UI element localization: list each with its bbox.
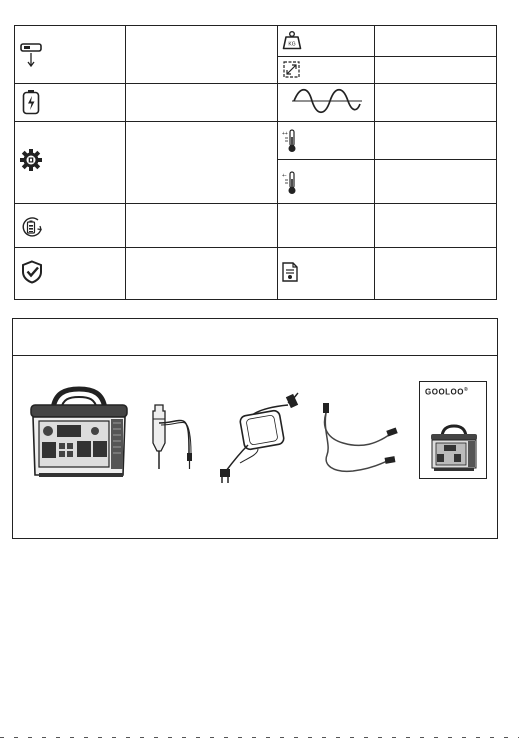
row-divider	[278, 159, 497, 160]
column-divider	[374, 26, 375, 299]
settings-gear-icon	[20, 149, 42, 171]
rated-power-icon	[20, 42, 42, 68]
column-divider	[125, 26, 126, 299]
svg-text:++: ++	[282, 131, 288, 137]
weight-kg-label: KG	[288, 41, 296, 48]
ac-adapter-image	[218, 389, 300, 483]
storage-temperature-icon	[282, 171, 298, 195]
sine-wave-icon	[292, 88, 362, 114]
battery-cycle-icon	[20, 215, 44, 239]
package-header-divider	[13, 355, 497, 356]
manual-brand-text	[425, 387, 468, 397]
manual-brand-name: GOOLOO	[425, 387, 464, 397]
dimensions-icon	[283, 61, 300, 78]
spec-table	[14, 25, 497, 300]
manual-brand-mark: ®	[464, 387, 469, 393]
car-charger-cable-image	[149, 403, 199, 473]
weight-icon	[282, 30, 302, 50]
table-border-right	[496, 26, 497, 299]
manual-cover-product-image	[428, 424, 480, 472]
svg-text:+-: +-	[282, 173, 287, 179]
shield-check-icon	[21, 260, 43, 284]
row-divider	[278, 56, 497, 57]
user-manual-image	[419, 381, 487, 479]
row-divider	[14, 83, 497, 84]
column-divider	[277, 26, 278, 299]
power-station-image	[25, 385, 133, 483]
row-divider	[14, 203, 497, 204]
operating-temperature-icon	[282, 129, 298, 153]
row-divider	[14, 121, 497, 122]
table-border-left	[14, 26, 15, 299]
row-divider	[14, 247, 497, 248]
usb-charging-cable-image	[313, 399, 401, 489]
package-contents-box	[12, 318, 498, 539]
battery-charge-icon	[22, 89, 40, 115]
certificate-document-icon	[282, 262, 298, 282]
